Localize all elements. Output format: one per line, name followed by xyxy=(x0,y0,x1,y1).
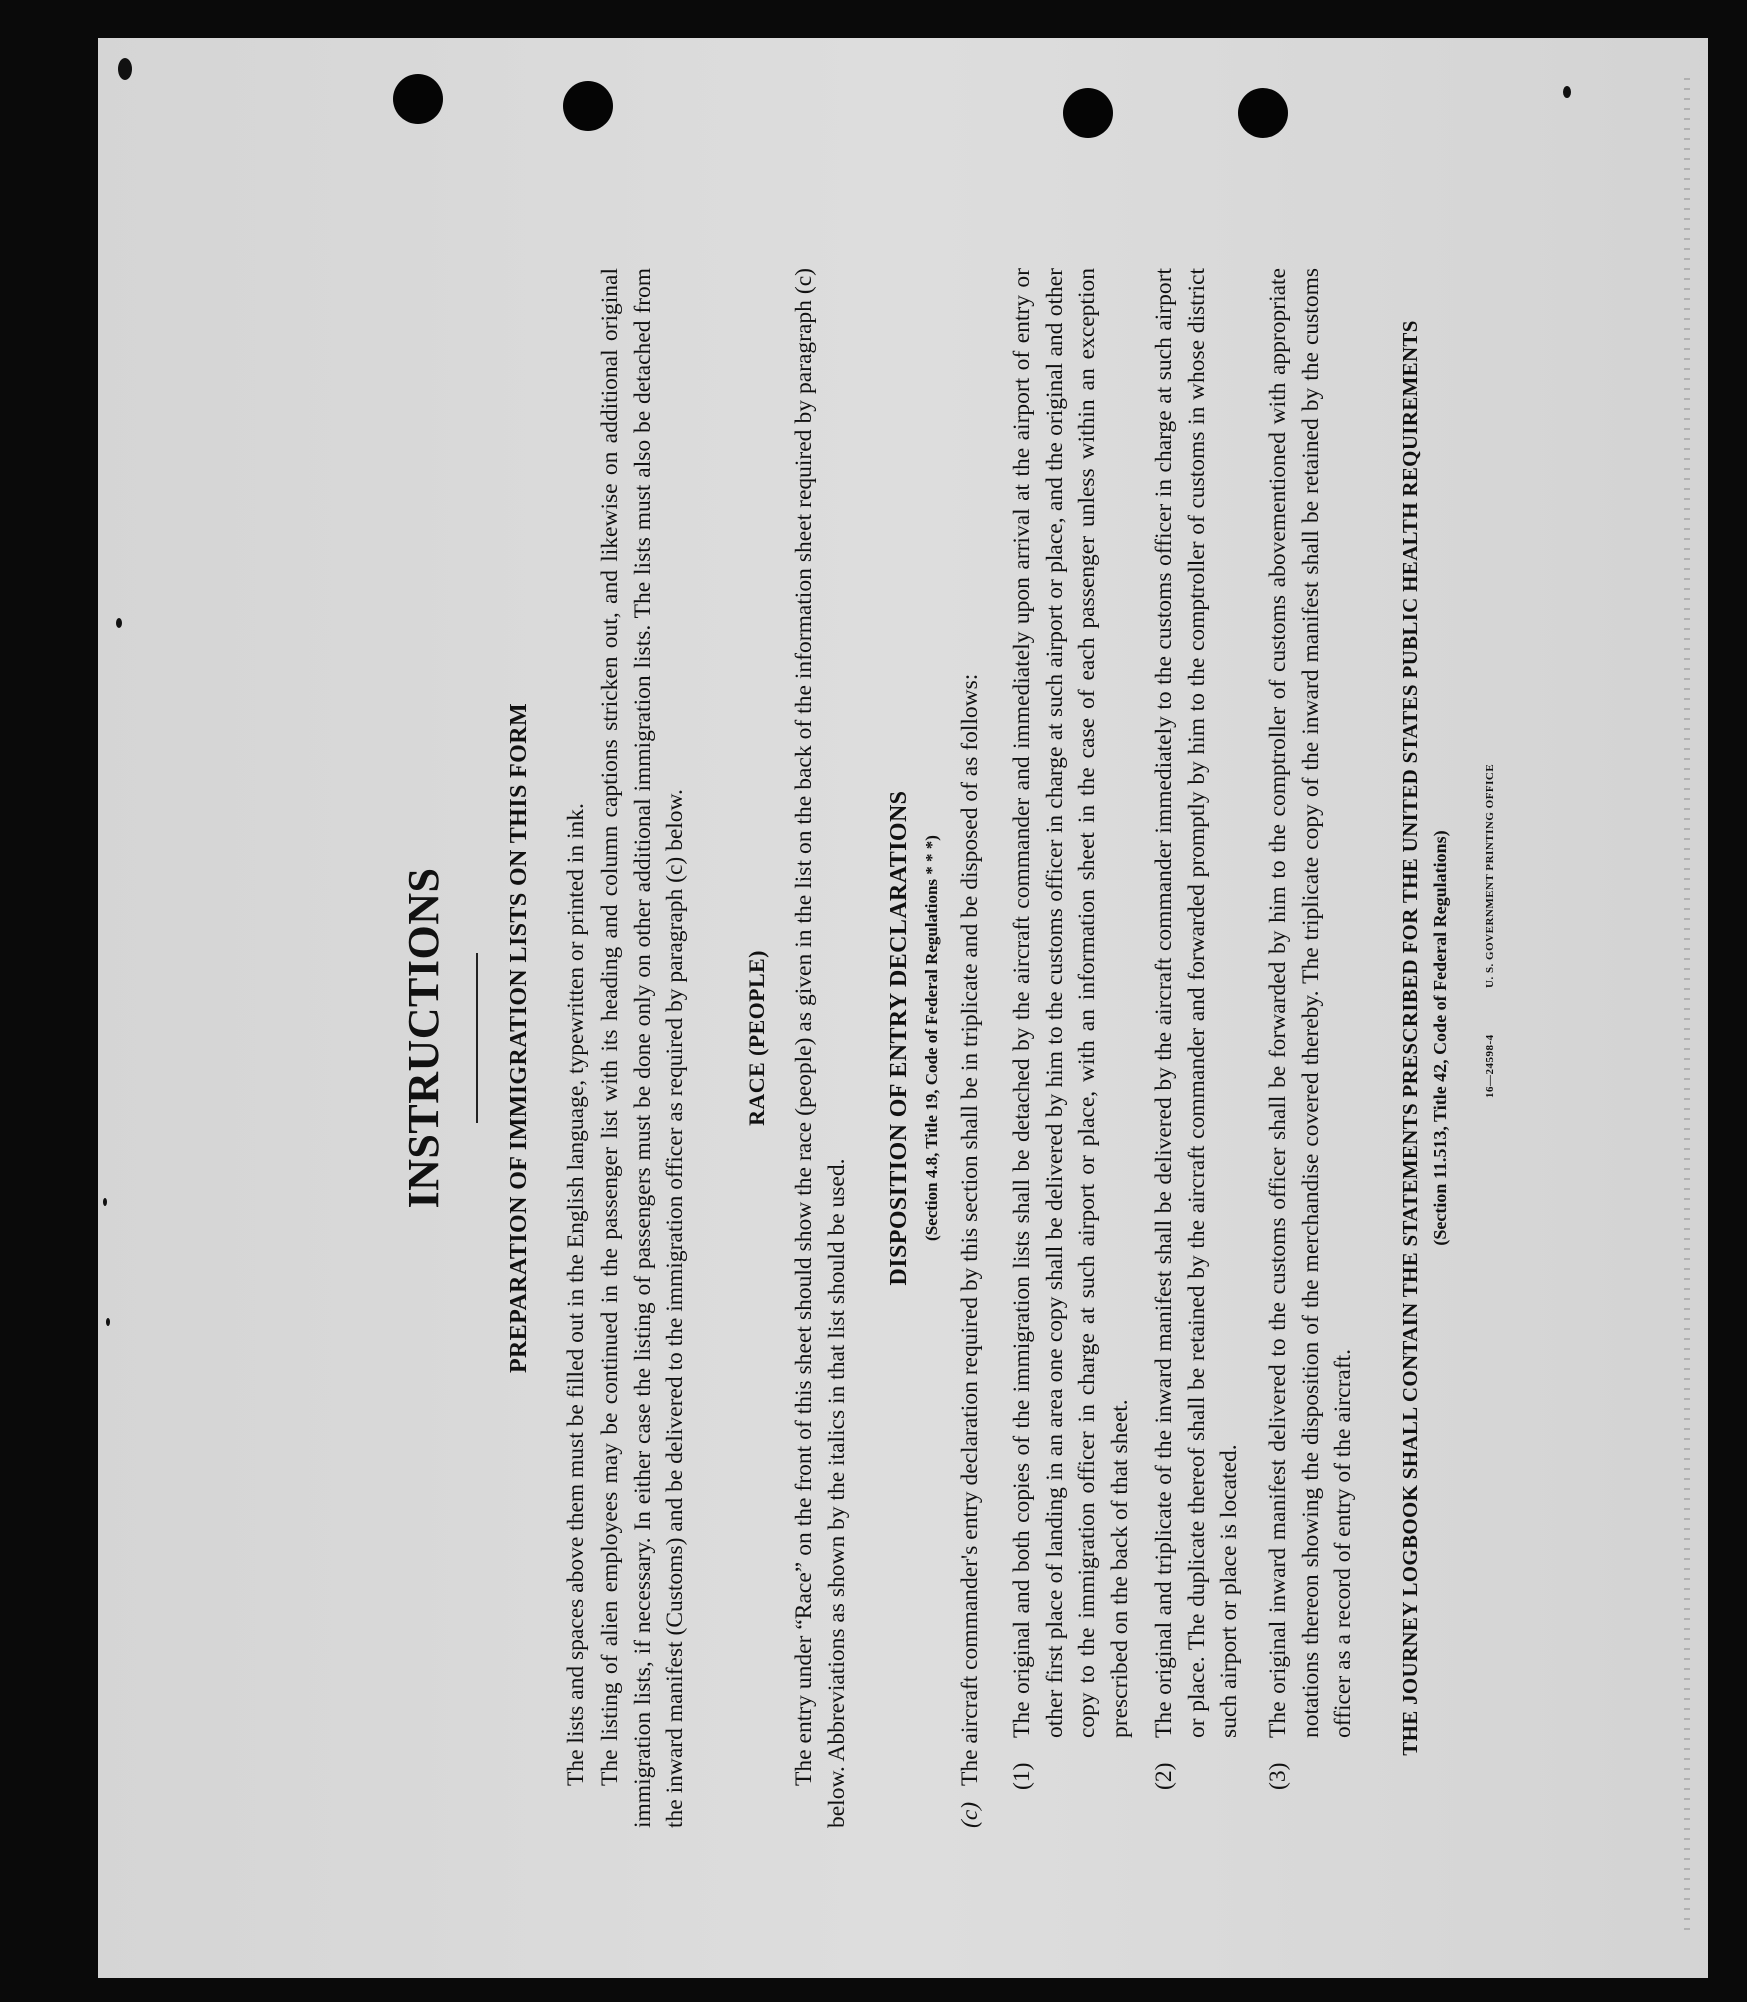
item-number: (2) xyxy=(1151,1762,1177,1790)
section-heading-disposition: DISPOSITION OF ENTRY DECLARATIONS xyxy=(886,790,912,1286)
item-text: The original inward manifest delivered to the customs officer shall be forwarded by him to the comptroller of customs abovementioned with appropriate notations thereon showing the disposition of the merchandise covered thereby. The triplicate copy of the inward manifest shall be retained by the customs officer as a record of entry of the aircraft. xyxy=(1265,268,1356,1738)
rotated-instructions xyxy=(398,208,1598,1868)
journey-logbook-statement: THE JOURNEY LOGBOOK SHALL CONTAIN THE STATEMENTS PRESCRIBED FOR THE UNITED STATES PUBLIC HEALTH REQUIREMENTS xyxy=(1398,320,1422,1756)
intro-marker: (c) xyxy=(957,1801,983,1828)
speck xyxy=(116,618,122,628)
disposition-item xyxy=(1006,268,1136,1790)
speck xyxy=(1563,86,1571,98)
paragraph-preparation-1: The lists and spaces above them must be filled out in the English language, typewritten or printed in ink. xyxy=(563,803,589,1786)
journey-logbook-citation: (Section 11.513, Title 42, Code of Federal Regulations) xyxy=(1430,830,1450,1246)
punch-hole xyxy=(393,74,443,124)
document-title: INSTRUCTIONS xyxy=(399,867,448,1209)
form-number: 16—24598-4 xyxy=(1484,1034,1496,1098)
punch-hole xyxy=(1063,88,1113,138)
perforation-edge xyxy=(1684,78,1690,1938)
punch-hole xyxy=(1238,88,1288,138)
item-number: (3) xyxy=(1265,1762,1291,1790)
disposition-intro xyxy=(954,268,987,1828)
paragraph-race: The entry under “Race” on the front of this sheet should show the race (people) as given in the list on the back of the information sheet required by paragraph (c) below. Abbreviations as shown by the italics in that list should be used. xyxy=(791,268,850,1828)
disposition-item xyxy=(1262,268,1360,1790)
document-page xyxy=(98,38,1708,1978)
disposition-item xyxy=(1148,268,1246,1790)
speck xyxy=(103,1198,107,1206)
paragraph-preparation-2: The listing of alien employees may be continued in the passenger list with its heading and column captions stricken out, and likewise on additional original immigration lists, if necessary. In either case the listing of passengers must be done only on other additional immigration lists. The lists must also be detached from the inward manifest (Customs) and be delivered to the immigration officer as required by paragraph (c) below. xyxy=(597,268,688,1828)
speck xyxy=(106,1318,110,1326)
section-heading-preparation: PREPARATION OF IMMIGRATION LISTS ON THIS FORM xyxy=(506,702,532,1374)
section-heading-race: RACE (PEOPLE) xyxy=(744,950,769,1126)
item-text: The original and both copies of the immigration lists shall be detached by the aircraft commander and immediately upon arrival at the airport of entry or other first place of landing in an area one copy shall be delivered by him to the customs officer in charge at such airport or place, and the original and other copy to the immigration officer in charge at such airport or place, with an information sheet in the case of each passenger unless within an exception prescribed on the back of that sheet. xyxy=(1009,268,1133,1738)
intro-text: The aircraft commander's entry declaration required by this section shall be in triplicate and be disposed of as follows: xyxy=(957,673,983,1786)
disposition-citation: (Section 4.8, Title 19, Code of Federal Regulations * * *) xyxy=(922,835,941,1241)
speck xyxy=(118,58,132,80)
item-number: (1) xyxy=(1009,1762,1035,1790)
title-rule xyxy=(476,953,478,1123)
punch-hole xyxy=(563,81,613,131)
printer-imprint: U. S. GOVERNMENT PRINTING OFFICE xyxy=(1484,763,1496,988)
item-text: The original and triplicate of the inward manifest shall be delivered by the aircraft commander immediately to the customs officer in charge at such airport or place. The duplicate thereof shall be retained by the aircraft commander and forwarded promptly by him to the comptroller of customs in whose district such airport or place is located. xyxy=(1151,268,1242,1738)
